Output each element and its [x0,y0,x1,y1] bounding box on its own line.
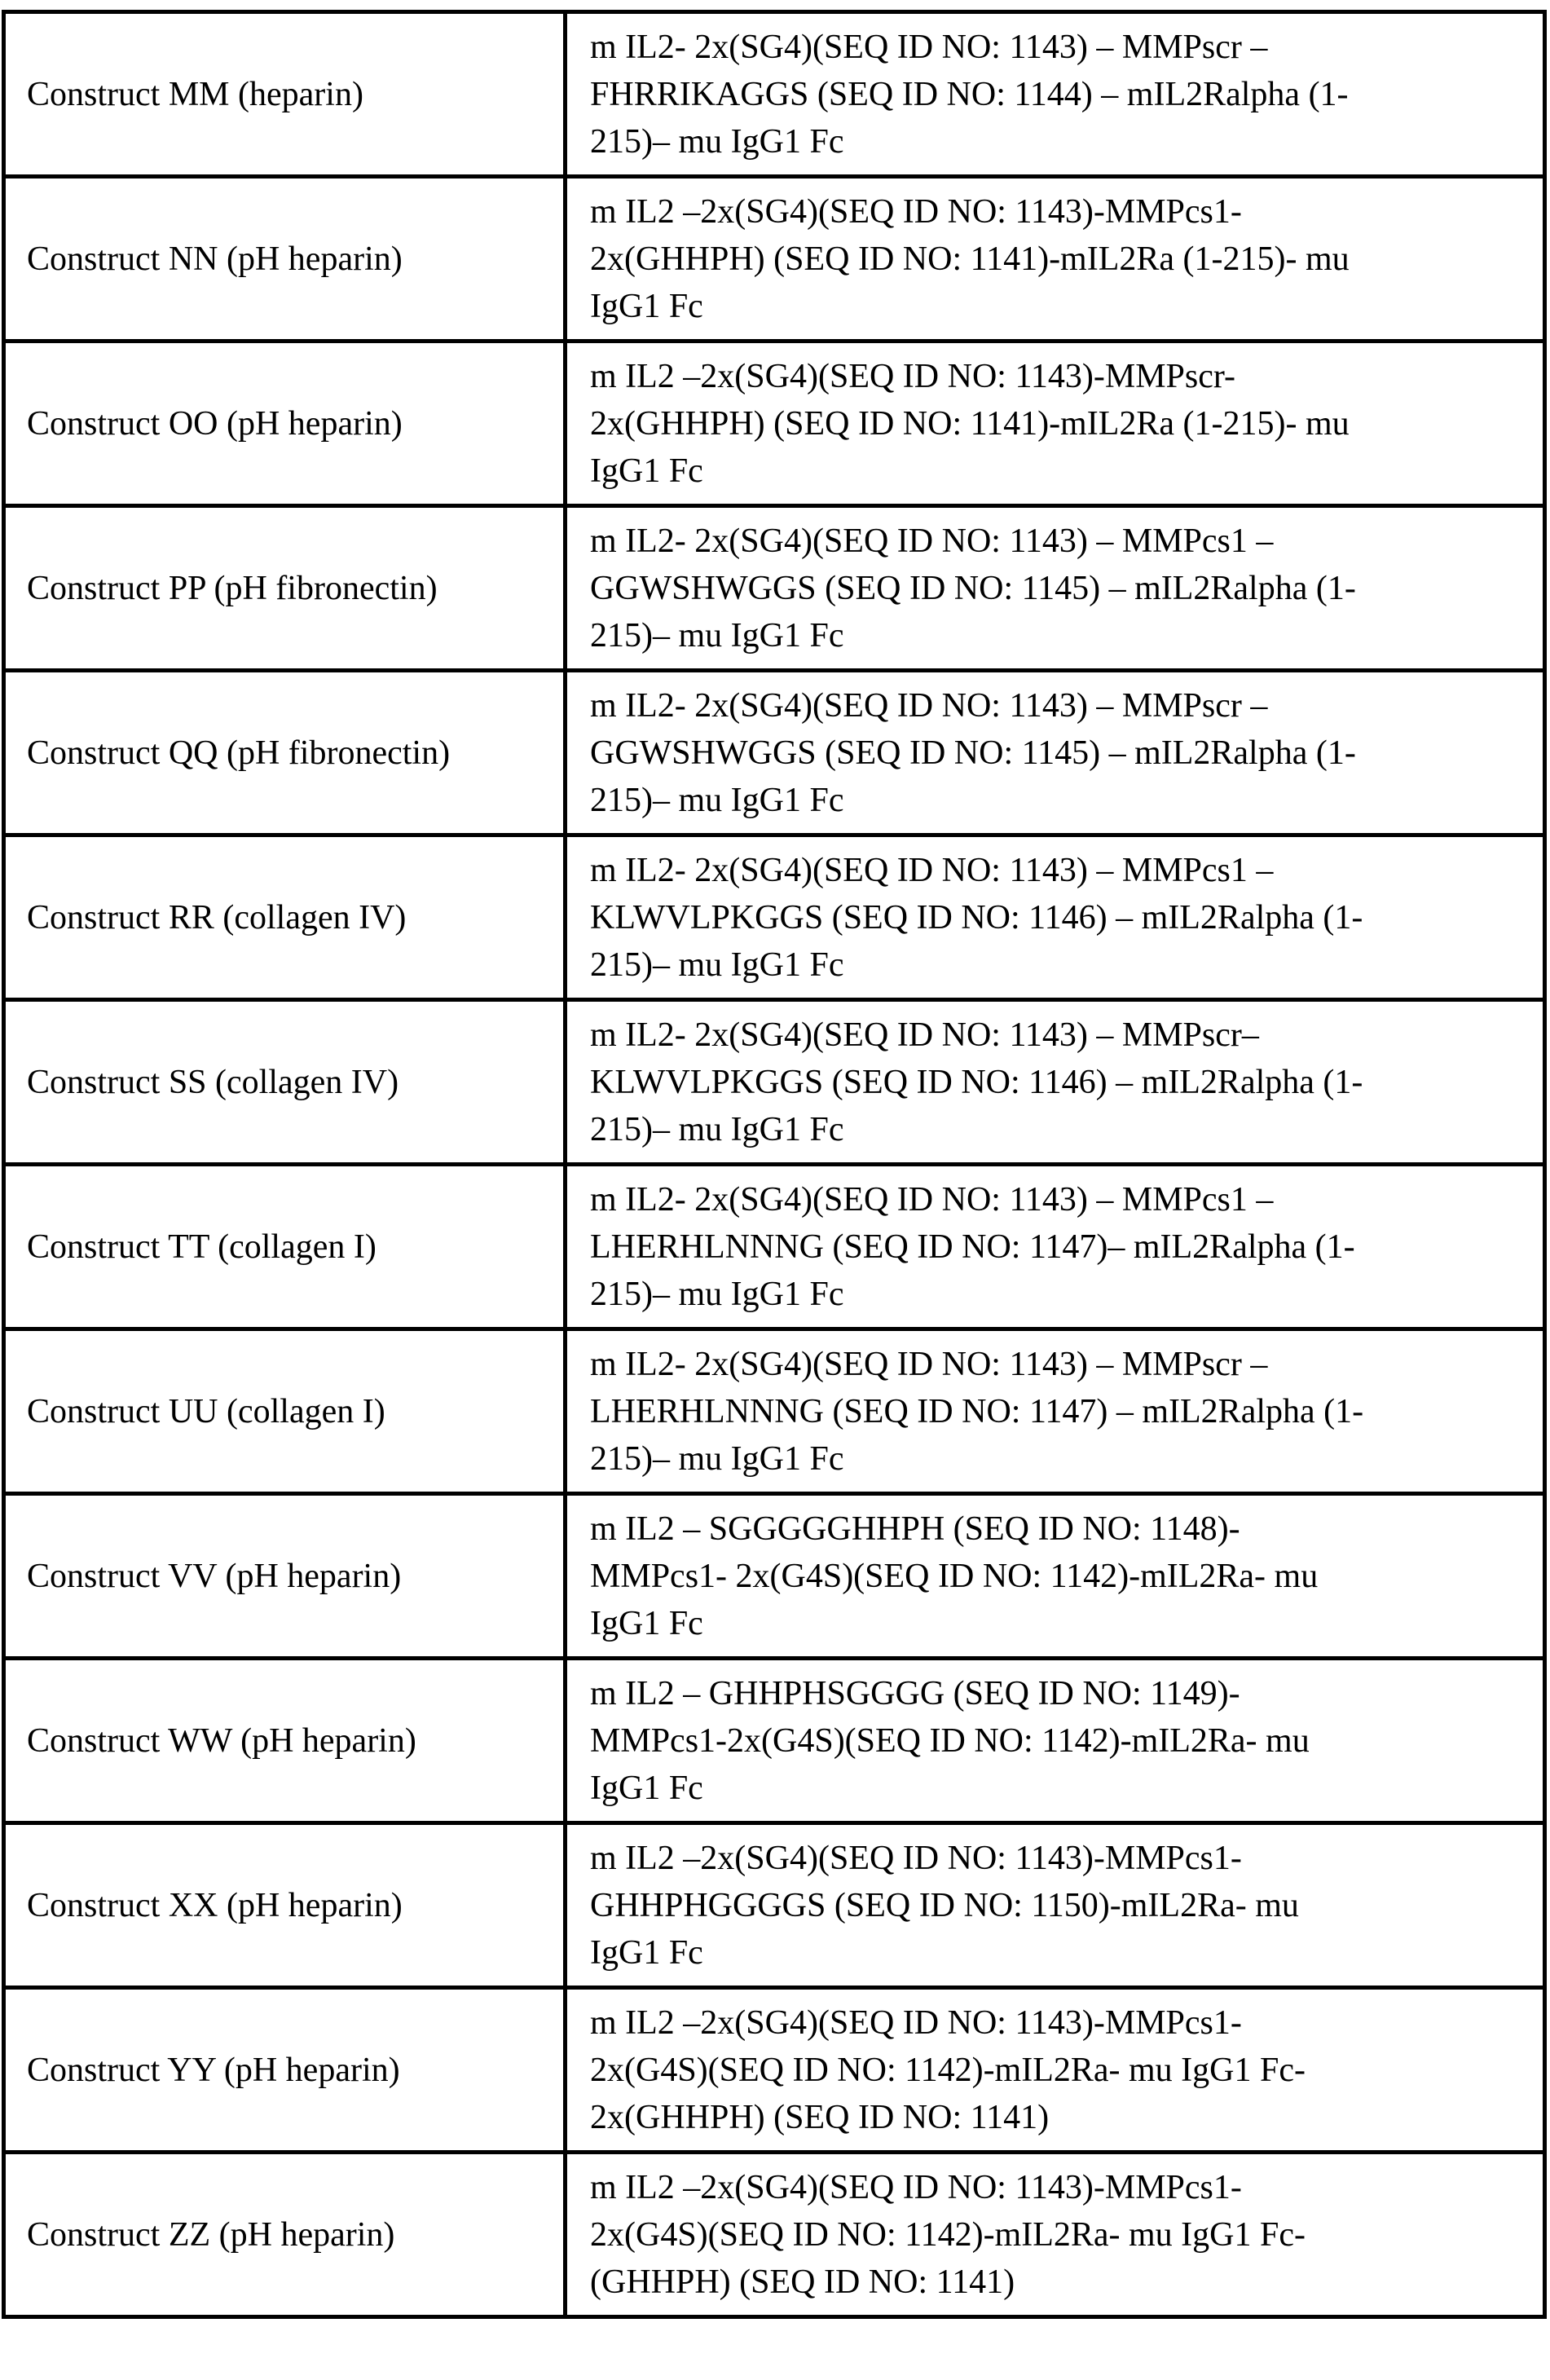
construct-name-cell: Construct SS (collagen IV) [4,1000,566,1165]
construct-name-cell: Construct YY (pH heparin) [4,1988,566,2153]
description-line: m IL2- 2x(SG4)(SEQ ID NO: 1143) – MMPcs1 – [590,1176,1543,1223]
construct-description-cell [566,1329,1545,1494]
table-row [4,1165,1545,1329]
construct-name-cell: Construct PP (pH fibronectin) [4,506,566,671]
description-line: KLWVLPKGGS (SEQ ID NO: 1146) – mIL2Ralpha (1- [590,1059,1543,1106]
description-line: m IL2 –2x(SG4)(SEQ ID NO: 1143)-MMPcs1- [590,2164,1543,2211]
construct-description-cell [566,177,1545,342]
table-row [4,1329,1545,1494]
construct-description-cell [566,835,1545,1000]
description-line: m IL2 –2x(SG4)(SEQ ID NO: 1143)-MMPscr- [590,353,1543,400]
description-line: 215)– mu IgG1 Fc [590,1271,1543,1318]
description-line: LHERHLNNNG (SEQ ID NO: 1147)– mIL2Ralpha (1- [590,1223,1543,1271]
description-line: 215)– mu IgG1 Fc [590,941,1543,989]
construct-description-cell [566,1494,1545,1659]
construct-name-cell: Construct OO (pH heparin) [4,342,566,506]
description-line: FHRRIKAGGS (SEQ ID NO: 1144) – mIL2Ralpha (1- [590,71,1543,118]
table-row [4,12,1545,177]
table-row [4,671,1545,835]
construct-name-cell: Construct NN (pH heparin) [4,177,566,342]
description-line: m IL2- 2x(SG4)(SEQ ID NO: 1143) – MMPscr – [590,682,1543,729]
table-row [4,1494,1545,1659]
description-line: GGWSHWGGS (SEQ ID NO: 1145) – mIL2Ralpha (1- [590,565,1543,612]
description-line: m IL2- 2x(SG4)(SEQ ID NO: 1143) – MMPscr– [590,1012,1543,1059]
description-line: MMPcs1- 2x(G4S)(SEQ ID NO: 1142)-mIL2Ra- mu [590,1553,1543,1600]
description-line: KLWVLPKGGS (SEQ ID NO: 1146) – mIL2Ralpha (1- [590,894,1543,941]
description-line: IgG1 Fc [590,447,1543,495]
table-row [4,1823,1545,1988]
table-row [4,177,1545,342]
construct-name-cell: Construct ZZ (pH heparin) [4,2153,566,2317]
description-line: 2x(GHHPH) (SEQ ID NO: 1141)-mIL2Ra (1-215)- mu [590,400,1543,447]
description-line: m IL2 –2x(SG4)(SEQ ID NO: 1143)-MMPcs1- [590,1999,1543,2047]
description-line: IgG1 Fc [590,1600,1543,1647]
description-line: 2x(G4S)(SEQ ID NO: 1142)-mIL2Ra- mu IgG1 Fc- [590,2047,1543,2094]
construct-description-cell [566,1000,1545,1165]
constructs-table-body [4,12,1545,2317]
description-line: GHHPHGGGGS (SEQ ID NO: 1150)-mIL2Ra- mu [590,1882,1543,1929]
construct-description-cell [566,2153,1545,2317]
description-line: 215)– mu IgG1 Fc [590,777,1543,824]
description-line: 215)– mu IgG1 Fc [590,1435,1543,1483]
description-line: m IL2 – SGGGGGHHPH (SEQ ID NO: 1148)- [590,1505,1543,1553]
table-row [4,835,1545,1000]
description-line: 2x(G4S)(SEQ ID NO: 1142)-mIL2Ra- mu IgG1 Fc- [590,2211,1543,2259]
table-row [4,2153,1545,2317]
description-line: MMPcs1-2x(G4S)(SEQ ID NO: 1142)-mIL2Ra- mu [590,1717,1543,1765]
description-line: m IL2 –2x(SG4)(SEQ ID NO: 1143)-MMPcs1- [590,188,1543,236]
construct-name-cell: Construct VV (pH heparin) [4,1494,566,1659]
description-line: m IL2- 2x(SG4)(SEQ ID NO: 1143) – MMPscr – [590,1341,1543,1388]
construct-description-cell [566,1659,1545,1823]
construct-name-cell: Construct WW (pH heparin) [4,1659,566,1823]
description-line: m IL2 – GHHPHSGGGG (SEQ ID NO: 1149)- [590,1670,1543,1717]
description-line: m IL2 –2x(SG4)(SEQ ID NO: 1143)-MMPcs1- [590,1835,1543,1882]
construct-description-cell [566,12,1545,177]
description-line: (GHHPH) (SEQ ID NO: 1141) [590,2259,1543,2306]
construct-name-cell: Construct XX (pH heparin) [4,1823,566,1988]
construct-name-cell: Construct UU (collagen I) [4,1329,566,1494]
description-line: IgG1 Fc [590,1929,1543,1977]
table-row [4,1659,1545,1823]
description-line: IgG1 Fc [590,1765,1543,1812]
table-row [4,342,1545,506]
construct-description-cell [566,1988,1545,2153]
construct-description-cell [566,671,1545,835]
description-line: GGWSHWGGS (SEQ ID NO: 1145) – mIL2Ralpha (1- [590,729,1543,777]
table-row [4,506,1545,671]
description-line: 215)– mu IgG1 Fc [590,612,1543,659]
constructs-table [2,10,1547,2319]
description-line: m IL2- 2x(SG4)(SEQ ID NO: 1143) – MMPcs1 – [590,847,1543,894]
construct-name-cell: Construct MM (heparin) [4,12,566,177]
description-line: 215)– mu IgG1 Fc [590,118,1543,165]
construct-name-cell: Construct TT (collagen I) [4,1165,566,1329]
construct-description-cell [566,1165,1545,1329]
construct-name-cell: Construct RR (collagen IV) [4,835,566,1000]
description-line: 2x(GHHPH) (SEQ ID NO: 1141) [590,2094,1543,2141]
description-line: 215)– mu IgG1 Fc [590,1106,1543,1153]
description-line: m IL2- 2x(SG4)(SEQ ID NO: 1143) – MMPcs1 – [590,518,1543,565]
description-line: IgG1 Fc [590,283,1543,330]
description-line: 2x(GHHPH) (SEQ ID NO: 1141)-mIL2Ra (1-215)- mu [590,236,1543,283]
table-row [4,1000,1545,1165]
construct-description-cell [566,1823,1545,1988]
description-line: LHERHLNNNG (SEQ ID NO: 1147) – mIL2Ralpha (1- [590,1388,1543,1435]
description-line: m IL2- 2x(SG4)(SEQ ID NO: 1143) – MMPscr – [590,24,1543,71]
construct-description-cell [566,342,1545,506]
construct-name-cell: Construct QQ (pH fibronectin) [4,671,566,835]
table-row [4,1988,1545,2153]
construct-description-cell [566,506,1545,671]
